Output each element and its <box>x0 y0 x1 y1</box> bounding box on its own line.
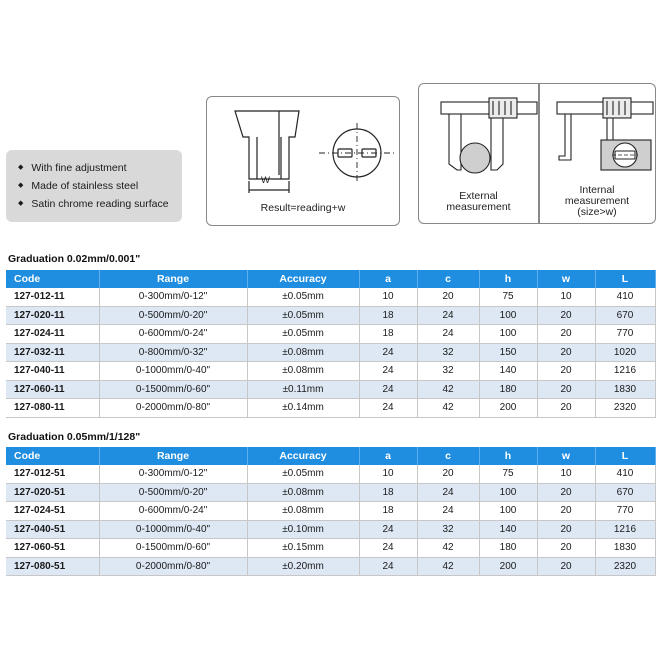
h-cell: 100 <box>479 325 537 344</box>
col-header-code: Code <box>6 447 99 465</box>
col-header-c: c <box>417 447 479 465</box>
l-cell: 1830 <box>595 539 655 558</box>
l-cell: 1216 <box>595 362 655 381</box>
col-header-h: h <box>479 447 537 465</box>
col-header-a: a <box>359 270 417 288</box>
table-header-row <box>6 270 655 288</box>
external-caption-line2: measurement <box>446 201 511 213</box>
w-cell: 20 <box>537 380 595 399</box>
h-cell: 100 <box>479 306 537 325</box>
feature-item: ◆ Satin chrome reading surface <box>18 195 182 213</box>
w-cell: 20 <box>537 306 595 325</box>
graduation-title-2: Graduation 0.05mm/1/128" <box>8 431 141 443</box>
c-cell: 24 <box>417 502 479 521</box>
jaw-width-diagram <box>206 96 400 226</box>
h-cell: 200 <box>479 399 537 418</box>
accuracy-cell: ±0.05mm <box>247 306 359 325</box>
c-cell: 42 <box>417 557 479 576</box>
diamond-bullet-icon: ◆ <box>18 164 24 171</box>
range-cell: 0-2000mm/0-80" <box>99 399 247 418</box>
table-header-row <box>6 447 655 465</box>
feature-list-box <box>6 150 182 222</box>
l-cell: 2320 <box>595 557 655 576</box>
result-caption: Result=reading+w <box>260 202 346 214</box>
c-cell: 24 <box>417 306 479 325</box>
range-cell: 0-1000mm/0-40" <box>99 362 247 381</box>
table-row <box>6 557 655 576</box>
accuracy-cell: ±0.08mm <box>247 362 359 381</box>
w-cell: 20 <box>537 399 595 418</box>
accuracy-cell: ±0.05mm <box>247 288 359 306</box>
internal-caption-line2: measurement <box>564 195 630 207</box>
col-header-h: h <box>479 270 537 288</box>
h-cell: 75 <box>479 465 537 483</box>
h-cell: 140 <box>479 362 537 381</box>
col-header-w: w <box>537 270 595 288</box>
graduation-title-1: Graduation 0.02mm/0.001" <box>8 253 141 265</box>
feature-item: ◆ With fine adjustment <box>18 159 182 177</box>
code-cell: 127-012-11 <box>6 288 99 306</box>
accuracy-cell: ±0.10mm <box>247 520 359 539</box>
accuracy-cell: ±0.05mm <box>247 325 359 344</box>
h-cell: 200 <box>479 557 537 576</box>
a-cell: 18 <box>359 306 417 325</box>
table-row <box>6 306 655 325</box>
a-cell: 24 <box>359 362 417 381</box>
a-cell: 24 <box>359 343 417 362</box>
col-header-l: L <box>595 447 655 465</box>
range-cell: 0-2000mm/0-80" <box>99 557 247 576</box>
col-header-code: Code <box>6 270 99 288</box>
w-cell: 20 <box>537 502 595 521</box>
c-cell: 42 <box>417 539 479 558</box>
accuracy-cell: ±0.08mm <box>247 343 359 362</box>
l-cell: 2320 <box>595 399 655 418</box>
col-header-l: L <box>595 270 655 288</box>
c-cell: 20 <box>417 288 479 306</box>
c-cell: 24 <box>417 325 479 344</box>
table-row <box>6 520 655 539</box>
internal-caption-line1: Internal <box>579 184 615 196</box>
code-cell: 127-012-51 <box>6 465 99 483</box>
range-cell: 0-600mm/0-24" <box>99 502 247 521</box>
accuracy-cell: ±0.08mm <box>247 502 359 521</box>
h-cell: 180 <box>479 539 537 558</box>
code-cell: 127-080-51 <box>6 557 99 576</box>
table-row <box>6 362 655 381</box>
code-cell: 127-060-51 <box>6 539 99 558</box>
accuracy-cell: ±0.15mm <box>247 539 359 558</box>
diamond-bullet-icon: ◆ <box>18 182 24 189</box>
a-cell: 10 <box>359 465 417 483</box>
c-cell: 42 <box>417 380 479 399</box>
w-cell: 20 <box>537 520 595 539</box>
diamond-bullet-icon: ◆ <box>18 200 24 207</box>
spec-table-1 <box>6 270 656 418</box>
accuracy-cell: ±0.08mm <box>247 483 359 502</box>
h-cell: 180 <box>479 380 537 399</box>
l-cell: 770 <box>595 325 655 344</box>
h-cell: 100 <box>479 502 537 521</box>
col-header-w: w <box>537 447 595 465</box>
w-cell: 20 <box>537 325 595 344</box>
table-body-1 <box>6 288 655 417</box>
c-cell: 20 <box>417 465 479 483</box>
a-cell: 18 <box>359 502 417 521</box>
a-cell: 24 <box>359 399 417 418</box>
range-cell: 0-500mm/0-20" <box>99 306 247 325</box>
a-cell: 24 <box>359 380 417 399</box>
w-cell: 10 <box>537 465 595 483</box>
w-cell: 20 <box>537 483 595 502</box>
l-cell: 1216 <box>595 520 655 539</box>
a-cell: 10 <box>359 288 417 306</box>
c-cell: 42 <box>417 399 479 418</box>
code-cell: 127-060-11 <box>6 380 99 399</box>
code-cell: 127-020-51 <box>6 483 99 502</box>
table-body-2 <box>6 465 655 576</box>
external-caption-line1: External <box>459 190 498 202</box>
range-cell: 0-800mm/0-32" <box>99 343 247 362</box>
w-dimension-label: W <box>261 175 270 186</box>
range-cell: 0-300mm/0-12" <box>99 465 247 483</box>
accuracy-cell: ±0.05mm <box>247 465 359 483</box>
table-row <box>6 325 655 344</box>
c-cell: 32 <box>417 343 479 362</box>
col-header-range: Range <box>99 270 247 288</box>
l-cell: 410 <box>595 465 655 483</box>
col-header-accuracy: Accuracy <box>247 270 359 288</box>
accuracy-cell: ±0.14mm <box>247 399 359 418</box>
l-cell: 1830 <box>595 380 655 399</box>
range-cell: 0-1500mm/0-60" <box>99 539 247 558</box>
measurement-diagram <box>418 83 656 224</box>
l-cell: 670 <box>595 483 655 502</box>
table-row <box>6 483 655 502</box>
col-header-c: c <box>417 270 479 288</box>
col-header-accuracy: Accuracy <box>247 447 359 465</box>
w-cell: 20 <box>537 343 595 362</box>
c-cell: 24 <box>417 483 479 502</box>
code-cell: 127-080-11 <box>6 399 99 418</box>
a-cell: 18 <box>359 325 417 344</box>
c-cell: 32 <box>417 520 479 539</box>
table-row <box>6 343 655 362</box>
internal-caption-line3: (size>w) <box>577 206 617 218</box>
a-cell: 24 <box>359 539 417 558</box>
l-cell: 1020 <box>595 343 655 362</box>
table-row <box>6 502 655 521</box>
a-cell: 24 <box>359 557 417 576</box>
w-cell: 20 <box>537 557 595 576</box>
w-cell: 20 <box>537 362 595 381</box>
table-row <box>6 288 655 306</box>
table-row <box>6 465 655 483</box>
feature-item: ◆ Made of stainless steel <box>18 177 182 195</box>
h-cell: 140 <box>479 520 537 539</box>
table-row <box>6 399 655 418</box>
code-cell: 127-024-11 <box>6 325 99 344</box>
w-cell: 20 <box>537 539 595 558</box>
accuracy-cell: ±0.11mm <box>247 380 359 399</box>
h-cell: 100 <box>479 483 537 502</box>
code-cell: 127-020-11 <box>6 306 99 325</box>
table-row <box>6 380 655 399</box>
l-cell: 670 <box>595 306 655 325</box>
l-cell: 410 <box>595 288 655 306</box>
range-cell: 0-1500mm/0-60" <box>99 380 247 399</box>
l-cell: 770 <box>595 502 655 521</box>
spec-table-2 <box>6 447 656 576</box>
a-cell: 24 <box>359 520 417 539</box>
range-cell: 0-300mm/0-12" <box>99 288 247 306</box>
code-cell: 127-032-11 <box>6 343 99 362</box>
h-cell: 150 <box>479 343 537 362</box>
range-cell: 0-500mm/0-20" <box>99 483 247 502</box>
h-cell: 75 <box>479 288 537 306</box>
col-header-a: a <box>359 447 417 465</box>
range-cell: 0-600mm/0-24" <box>99 325 247 344</box>
code-cell: 127-040-11 <box>6 362 99 381</box>
col-header-range: Range <box>99 447 247 465</box>
accuracy-cell: ±0.20mm <box>247 557 359 576</box>
code-cell: 127-040-51 <box>6 520 99 539</box>
table-row <box>6 539 655 558</box>
c-cell: 32 <box>417 362 479 381</box>
a-cell: 18 <box>359 483 417 502</box>
code-cell: 127-024-51 <box>6 502 99 521</box>
w-cell: 10 <box>537 288 595 306</box>
range-cell: 0-1000mm/0-40" <box>99 520 247 539</box>
